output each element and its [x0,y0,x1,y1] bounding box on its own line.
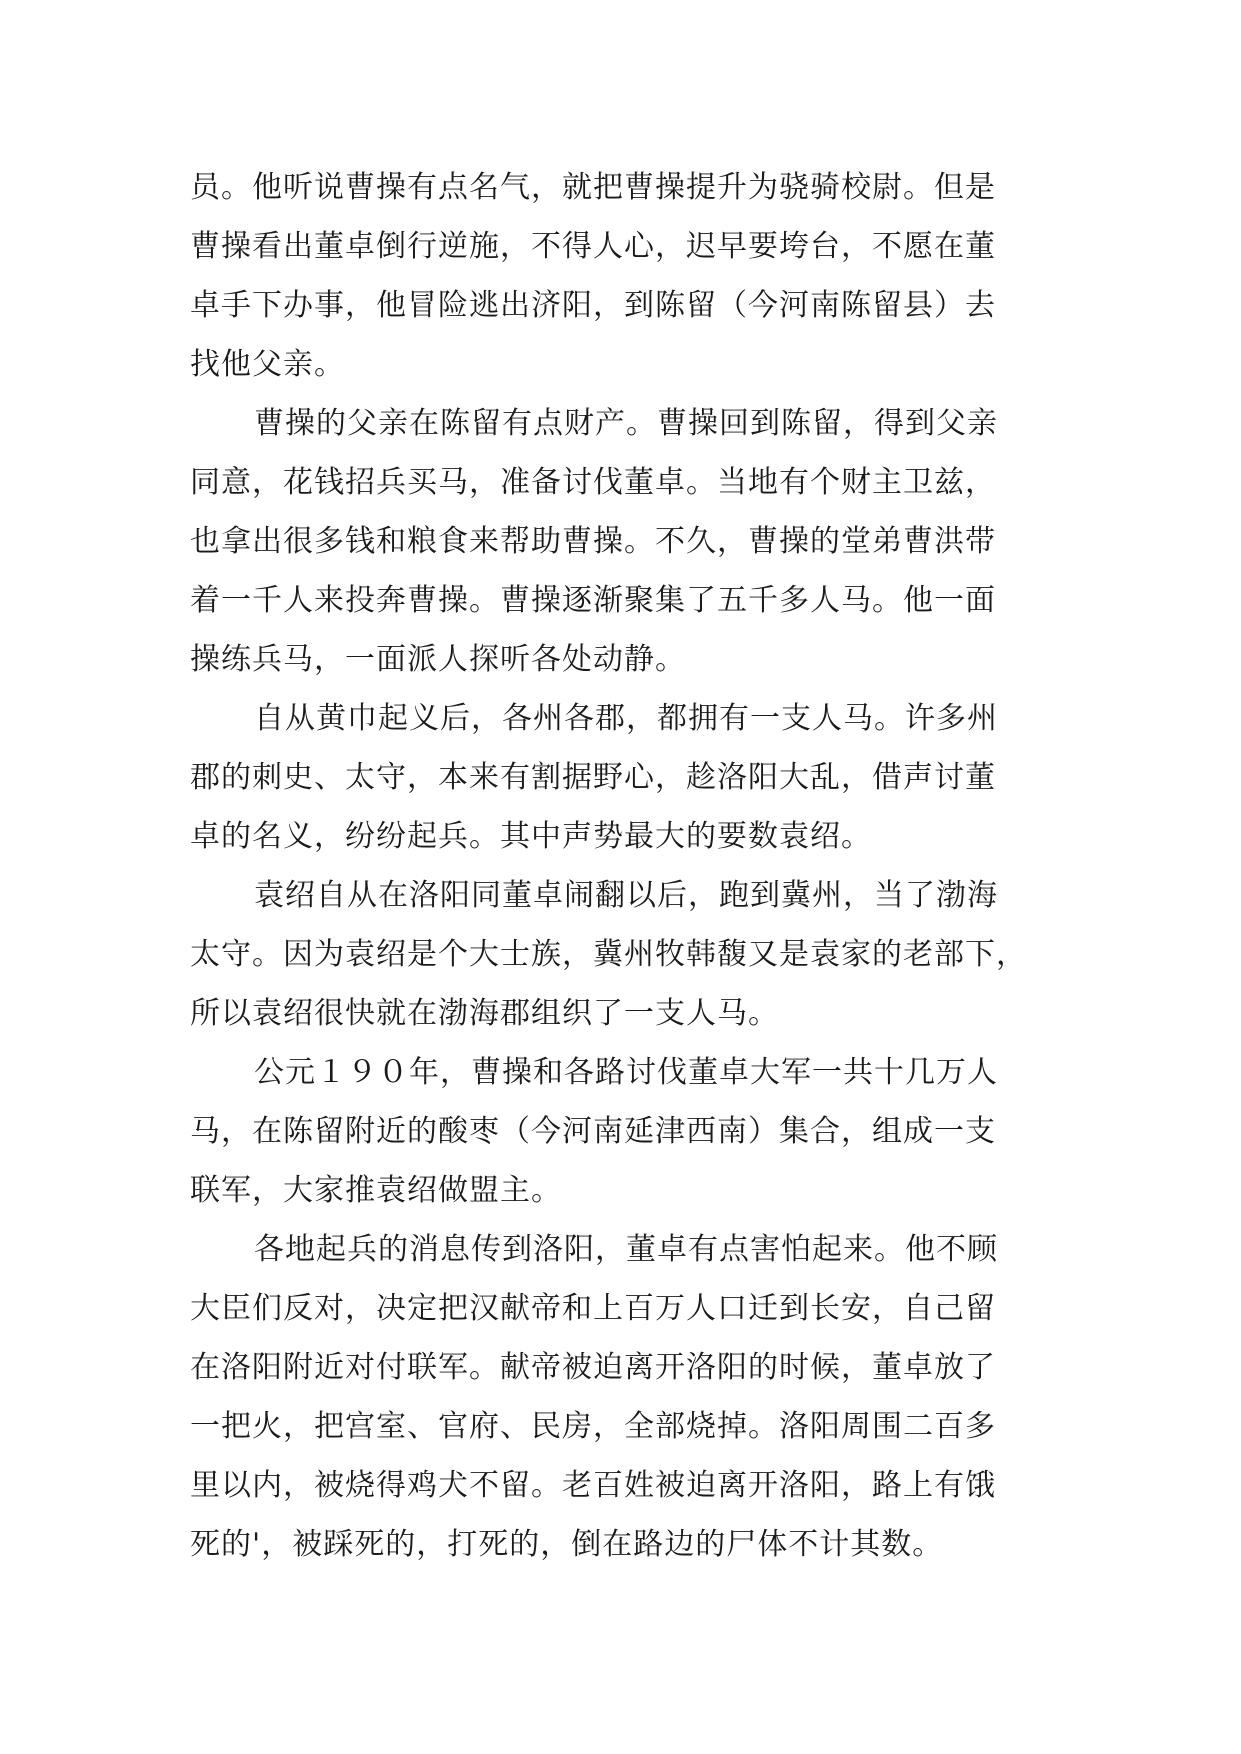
text-line: 里以内，被烧得鸡犬不留。老百姓被迫离开洛阳，路上有饿 [190,1468,996,1503]
text-line: 各地起兵的消息传到洛阳，董卓有点害怕起来。他不顾 [254,1232,998,1267]
text-line: 郡的刺史、太守，本来有割据野心，趁洛阳大乱，借声讨董 [190,760,996,795]
text-line: 太守。因为袁绍是个大士族，冀州牧韩馥又是袁家的老部下， [190,937,1027,972]
body-text [190,158,1060,1574]
text-line: 曹操的父亲在陈留有点财产。曹操回到陈留，得到父亲 [254,406,998,441]
text-line: 找他父亲。 [190,347,345,382]
text-line: 自从黄巾起义后，各州各郡，都拥有一支人马。许多州 [254,701,998,736]
text-line: 也拿出很多钱和粮食来帮助曹操。不久，曹操的堂弟曹洪带 [190,524,996,559]
text-line: 大臣们反对，决定把汉献帝和上百万人口迁到长安，自己留 [190,1291,996,1326]
text-line: 卓手下办事，他冒险逃出济阳，到陈留（今河南陈留县）去 [190,288,996,323]
text-line: 曹操看出董卓倒行逆施，不得人心，迟早要垮台，不愿在董 [190,229,996,264]
text-line: 着一千人来投奔曹操。曹操逐渐聚集了五千多人马。他一面 [190,583,996,618]
text-line: 一把火，把宫室、官府、民房，全部烧掉。洛阳周围二百多 [190,1409,996,1444]
text-line: 操练兵马，一面派人探听各处动静。 [190,642,686,677]
text-line: 卓的名义，纷纷起兵。其中声势最大的要数袁绍。 [190,819,872,854]
text-line: 袁绍自从在洛阳同董卓闹翻以后，跑到冀州，当了渤海 [254,878,998,913]
text-line: 联军，大家推袁绍做盟主。 [190,1173,562,1208]
text-line: 同意，花钱招兵买马，准备讨伐董卓。当地有个财主卫兹， [190,465,996,500]
text-line: 所以袁绍很快就在渤海郡组织了一支人马。 [190,996,779,1031]
text-line: 马，在陈留附近的酸枣（今河南延津西南）集合，组成一支 [190,1114,996,1149]
text-line: 在洛阳附近对付联军。献帝被迫离开洛阳的时候，董卓放了 [190,1350,996,1385]
text-line: 员。他听说曹操有点名气，就把曹操提升为骁骑校尉。但是 [190,170,996,205]
text-line: 公元１９０年，曹操和各路讨伐董卓大军一共十几万人 [254,1055,998,1090]
text-line: 死的'，被踩死的，打死的，倒在路边的尸体不计其数。 [190,1527,944,1562]
